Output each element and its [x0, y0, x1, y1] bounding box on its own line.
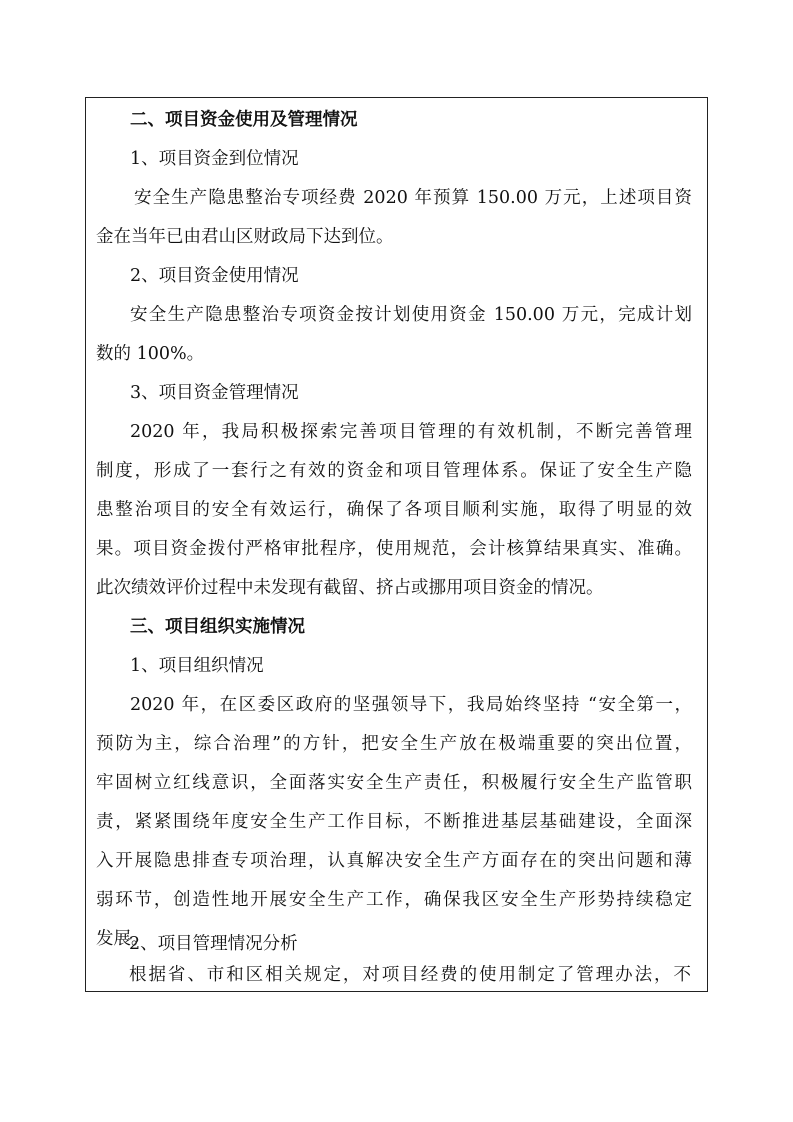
- paragraph-line: 弱环节，创造性地开展安全生产工作，确保我区安全生产形势持续稳定: [96, 890, 692, 910]
- paragraph-line: 发展。: [96, 929, 149, 949]
- paragraph-line: 安全生产隐患整治专项经费 2020 年预算 150.00 万元，上述项目资: [134, 188, 692, 208]
- paragraph-line: 2020 年，在区委区政府的坚强领导下，我局始终坚持 “安全第一，: [130, 695, 692, 715]
- paragraph-line: 2020 年，我局积极探索完善项目管理的有效机制，不断完善管理: [130, 422, 692, 442]
- section-heading: 三、项目组织实施情况: [130, 617, 305, 637]
- paragraph-line: 果。项目资金拨付严格审批程序，使用规范，会计核算结果真实、准确。: [96, 539, 692, 559]
- paragraph-line: 牢固树立红线意识，全面落实安全生产责任，积极履行安全生产监管职: [96, 773, 692, 793]
- paragraph-line: 患整治项目的安全有效运行，确保了各项目顺利实施，取得了明显的效: [96, 500, 692, 520]
- subsection-title: 1、项目组织情况: [130, 656, 264, 676]
- paragraph-line: 此次绩效评价过程中未发现有截留、挤占或挪用项目资金的情况。: [96, 578, 604, 598]
- paragraph-line: 责，紧紧围绕年度安全生产工作目标，不断推进基层基础建设，全面深: [96, 812, 692, 832]
- section-3-part-2: [85, 97, 708, 992]
- subsection-title: 3、项目资金管理情况: [130, 383, 299, 403]
- paragraph-line: 金在当年已由君山区财政局下达到位。: [96, 227, 394, 247]
- subsection-title: 2、项目管理情况分析: [129, 934, 298, 954]
- paragraph-line: 入开展隐患排查专项治理，认真解决安全生产方面存在的突出问题和薄: [96, 851, 692, 871]
- paragraph-line: 数的 100%。: [96, 344, 205, 364]
- subsection-title: 2、项目资金使用情况: [130, 266, 299, 286]
- paragraph-line: 安全生产隐患整治专项资金按计划使用资金 150.00 万元，完成计划: [130, 305, 692, 325]
- paragraph-line: 根据省、市和区相关规定，对项目经费的使用制定了管理办法，不: [129, 965, 691, 985]
- paragraph-line: 制度，形成了一套行之有效的资金和项目管理体系。保证了安全生产隐: [96, 461, 692, 481]
- subsection-title: 1、项目资金到位情况: [130, 149, 299, 169]
- section-heading: 二、项目资金使用及管理情况: [130, 110, 358, 130]
- paragraph-line: 预防为主，综合治理”的方针，把安全生产放在极端重要的突出位置，: [96, 734, 692, 754]
